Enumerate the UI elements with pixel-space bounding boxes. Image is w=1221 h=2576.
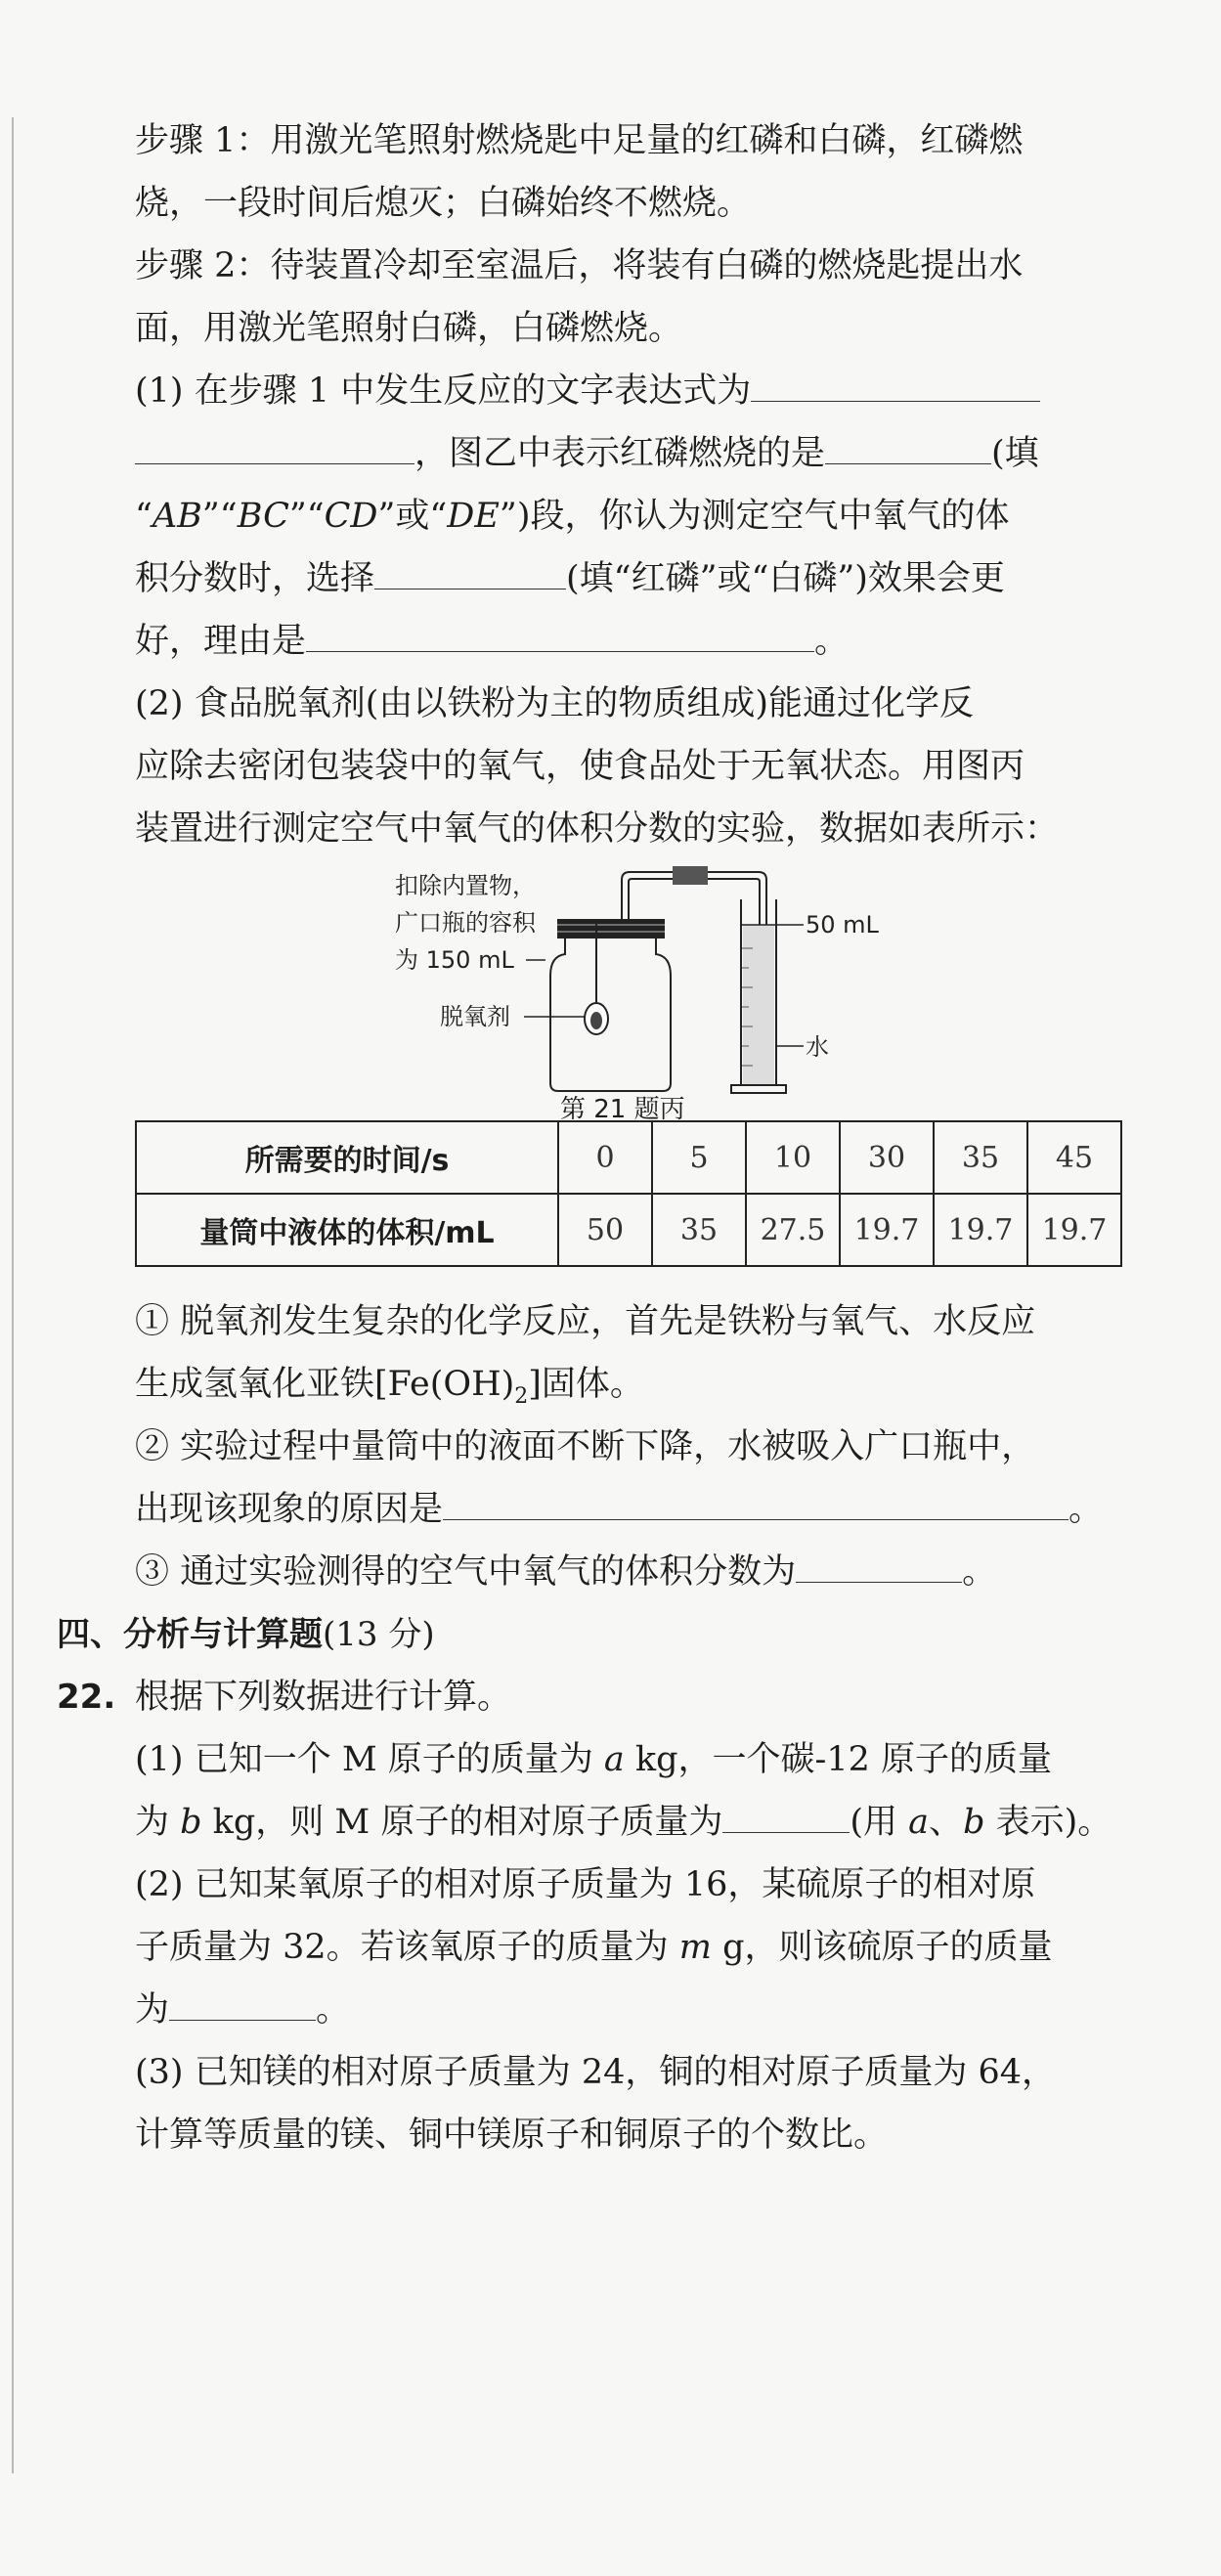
answer-blank-reason[interactable] bbox=[306, 622, 814, 652]
apparatus-figure bbox=[135, 860, 1144, 1124]
var-m: m bbox=[678, 1928, 712, 1967]
step1-line2: 烧，一段时间后熄灭；白磷始终不燃烧。 bbox=[135, 184, 752, 223]
q1-text: ”)段，你认为测定空气中氧气的体 bbox=[499, 497, 1010, 536]
q22-text: 。 bbox=[316, 1990, 351, 2030]
q1-text: ”或“ bbox=[377, 497, 448, 536]
sub2-line1: ② 实验过程中量筒中的液面不断下降，水被吸入广口瓶中， bbox=[135, 1427, 1036, 1466]
section-points: (13 分) bbox=[323, 1615, 435, 1654]
q22-intro bbox=[57, 1666, 1144, 1728]
q22-text: 为 bbox=[135, 1990, 170, 2030]
q22-text: kg，一个碳-12 原子的质量 bbox=[624, 1740, 1053, 1779]
q22-text: 、 bbox=[929, 1803, 964, 1842]
quote: “ bbox=[135, 497, 153, 536]
q1-text: (填“红磷”或“白磷”)效果会更 bbox=[566, 559, 1005, 598]
sub1-line1: ① 脱氧剂发生复杂的化学反应，首先是铁粉与氧气、水反应 bbox=[135, 1302, 1036, 1341]
sub2-text: 出现该现象的原因是 bbox=[135, 1490, 444, 1529]
table-row bbox=[136, 1194, 1121, 1266]
binding-margin-line bbox=[12, 117, 14, 2473]
q1-text: ，图乙中表示红磷燃烧的是 bbox=[414, 434, 826, 473]
answer-blank-sulfur-mass[interactable] bbox=[169, 1990, 316, 2021]
table-row bbox=[136, 1121, 1121, 1194]
segment-ab: AB bbox=[152, 497, 202, 536]
q22-p2-line3 bbox=[135, 1979, 1144, 2041]
q22-text: (用 bbox=[850, 1803, 909, 1842]
table-header-time: 所需要的时间/s bbox=[136, 1121, 558, 1194]
q1-text: 。 bbox=[814, 622, 850, 661]
sub3-text: ③ 通过实验测得的空气中氧气的体积分数为 bbox=[135, 1552, 797, 1592]
step2-line2: 面，用激光笔照射白磷，白磷燃烧。 bbox=[135, 309, 683, 348]
answer-blank-choice[interactable] bbox=[374, 559, 566, 589]
data-table bbox=[135, 1120, 1122, 1267]
q22-p2-line1: (2) 已知某氧原子的相对原子质量为 16，某硫原子的相对原 bbox=[135, 1865, 1036, 1904]
segment-bc: BC bbox=[237, 497, 289, 536]
label-water: 水 bbox=[806, 1033, 829, 1061]
table-cell: 27.5 bbox=[746, 1194, 840, 1266]
table-header-volume: 量筒中液体的体积/mL bbox=[136, 1194, 558, 1266]
table-cell: 19.7 bbox=[934, 1194, 1027, 1266]
sub3-line bbox=[135, 1541, 1144, 1603]
table-cell: 10 bbox=[746, 1121, 840, 1194]
section-heading bbox=[57, 1603, 1144, 1666]
figure-caption: 第 21 题丙 bbox=[560, 1095, 685, 1124]
tube-clamp bbox=[673, 866, 708, 885]
q22-p3-line1: (3) 已知镁的相对原子质量为 24，铜的相对原子质量为 64， bbox=[135, 2053, 1057, 2092]
sub1-text: 生成氢氧化亚铁[Fe(OH) bbox=[135, 1365, 515, 1404]
table-cell: 35 bbox=[652, 1194, 746, 1266]
answer-blank-oxygen-fraction[interactable] bbox=[796, 1552, 962, 1583]
var-b: b bbox=[963, 1803, 985, 1842]
segment-de: DE bbox=[447, 497, 500, 536]
step2-line1: 步骤 2：待装置冷却至室温后，将装有白磷的燃烧匙提出水 bbox=[135, 246, 1024, 285]
q22-text: kg，则 M 原子的相对原子质量为 bbox=[201, 1803, 723, 1842]
table-cell: 19.7 bbox=[1027, 1194, 1121, 1266]
sub1-text: ]固体。 bbox=[528, 1365, 644, 1404]
q1-text: 好，理由是 bbox=[135, 622, 307, 661]
sub2-line2 bbox=[135, 1478, 1144, 1541]
graduated-cylinder bbox=[731, 899, 804, 1093]
sub2-text: 。 bbox=[1068, 1490, 1104, 1529]
step1-line1: 步骤 1：用激光笔照射燃烧匙中足量的红磷和白磷，红磷燃 bbox=[135, 121, 1024, 160]
label-50ml: 50 mL bbox=[806, 911, 879, 939]
label-deoxidizer: 脱氧剂 bbox=[440, 1003, 510, 1030]
q1-line4 bbox=[135, 547, 1144, 610]
answer-blank-equation-part1[interactable] bbox=[751, 371, 1040, 402]
table-cell: 35 bbox=[934, 1121, 1027, 1194]
table-cell: 50 bbox=[558, 1194, 652, 1266]
q22-text: 子质量为 32。若该氧原子的质量为 bbox=[135, 1928, 679, 1967]
table-cell: 0 bbox=[558, 1121, 652, 1194]
label-bottle-volume: 广口瓶的容积 bbox=[395, 909, 536, 937]
question-number: 22. bbox=[57, 1678, 116, 1717]
table-cell: 5 bbox=[652, 1121, 746, 1194]
page-content bbox=[57, 109, 1144, 2166]
sub1-line2 bbox=[135, 1353, 1144, 1416]
q22-text: g，则该硫原子的质量 bbox=[712, 1928, 1053, 1967]
q22-p1-line1 bbox=[135, 1728, 1144, 1791]
q22-text: (1) 已知一个 M 原子的质量为 bbox=[135, 1740, 604, 1779]
table-cell: 30 bbox=[840, 1121, 934, 1194]
var-a: a bbox=[603, 1740, 625, 1779]
answer-blank-relative-mass[interactable] bbox=[722, 1803, 850, 1833]
q1-line3 bbox=[135, 485, 1144, 547]
data-table-wrap bbox=[135, 1120, 1144, 1275]
q1-text: (填 bbox=[991, 434, 1039, 473]
var-b: b bbox=[180, 1803, 202, 1842]
q22-p3-line2: 计算等质量的镁、铜中镁原子和铜原子的个数比。 bbox=[135, 2116, 889, 2155]
subscript: 2 bbox=[514, 1384, 529, 1409]
q1-line5 bbox=[135, 610, 1144, 673]
q1-text: 积分数时，选择 bbox=[135, 559, 375, 598]
q22-text: 根据下列数据进行计算。 bbox=[135, 1678, 512, 1717]
answer-blank-equation-part2[interactable] bbox=[135, 434, 414, 464]
answer-blank-phenomenon-reason[interactable] bbox=[443, 1490, 1068, 1520]
q22-text: 为 bbox=[135, 1803, 181, 1842]
q22-text: 表示)。 bbox=[984, 1803, 1112, 1842]
quote: ”“ bbox=[288, 497, 325, 536]
wide-mouth-bottle bbox=[550, 919, 671, 1091]
q2-line2: 应除去密闭包装袋中的氧气，使食品处于无氧状态。用图丙 bbox=[135, 747, 1025, 786]
quote: ”“ bbox=[201, 497, 238, 536]
q2-line1: (2) 食品脱氧剂(由以铁粉为主的物质组成)能通过化学反 bbox=[135, 684, 975, 723]
q1-line1 bbox=[135, 360, 1144, 422]
table-cell: 45 bbox=[1027, 1121, 1121, 1194]
label-150ml: 为 150 mL bbox=[395, 946, 514, 974]
table-cell: 19.7 bbox=[840, 1194, 934, 1266]
q22-p2-line2 bbox=[135, 1916, 1144, 1979]
sub3-text: 。 bbox=[962, 1552, 997, 1592]
q1-text: (1) 在步骤 1 中发生反应的文字表达式为 bbox=[135, 371, 752, 411]
section-title: 四、分析与计算题 bbox=[57, 1615, 323, 1654]
answer-blank-segment[interactable] bbox=[825, 434, 991, 464]
q22-p1-line2 bbox=[135, 1791, 1144, 1854]
q2-line3: 装置进行测定空气中氧气的体积分数的实验，数据如表所示： bbox=[135, 809, 1060, 849]
q1-line2 bbox=[135, 422, 1144, 485]
rubber-stopper bbox=[557, 919, 665, 939]
apparatus-diagram bbox=[135, 860, 1144, 1116]
segment-cd: CD bbox=[324, 497, 378, 536]
label-remove-contents: 扣除内置物， bbox=[395, 872, 536, 899]
var-a: a bbox=[908, 1803, 930, 1842]
